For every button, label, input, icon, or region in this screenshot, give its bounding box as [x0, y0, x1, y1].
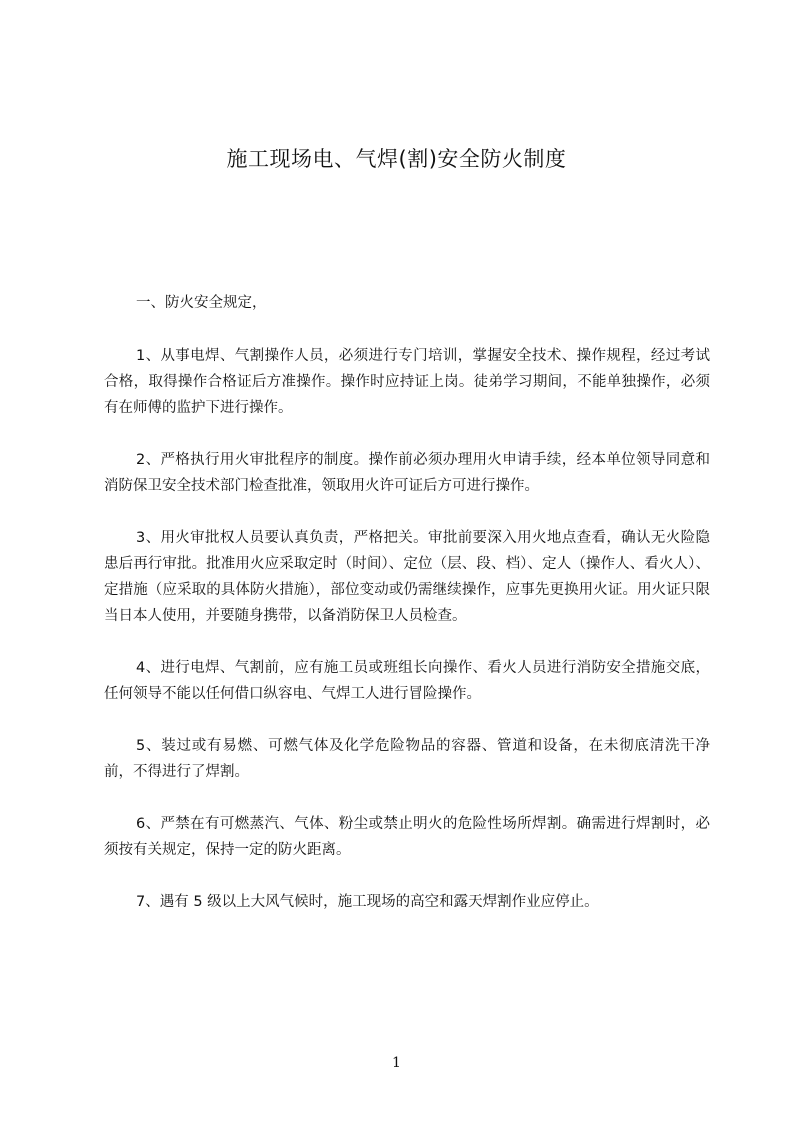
clause-3: 3、用火审批权人员要认真负责，严格把关。审批前要深入用火地点查看，确认无火险隐患后再行审批。批准用火应采取定时（时间）、定位（层、段、档）、定人（操作人、看火人）、定措施（应采取的具体防火措施），部位变动或仍需继续操作，应事先更换用火证。用火证只限当日本人使用，并要随身携带，以备消防保卫人员检查。: [104, 530, 710, 624]
page-number: 1: [392, 1055, 401, 1071]
clause-5: 5、装过或有易燃、可燃气体及化学危险物品的容器、管道和设备，在未彻底清洗干净前，不得进行了焊割。: [104, 738, 710, 780]
clause-4: 4、进行电焊、气割前，应有施工员或班组长向操作、看火人员进行消防安全措施交底，任何领导不能以任何借口纵容电、气焊工人进行冒险操作。: [104, 660, 710, 702]
document-body: [104, 290, 710, 941]
clause-7: 7、遇有 5 级以上大风气候时，施工现场的高空和露天焊割作业应停止。: [136, 894, 599, 910]
section-heading: 一、防火安全规定，: [136, 295, 267, 311]
clause-2: 2、严格执行用火审批程序的制度。操作前必须办理用火申请手续，经本单位领导同意和消防保卫安全技术部门检查批准，领取用火许可证后方可进行操作。: [104, 452, 710, 494]
clause-1: 1、从事电焊、气割操作人员，必须进行专门培训，掌握安全技术、操作规程，经过考试合格，取得操作合格证后方准操作。操作时应持证上岗。徒弟学习期间，不能单独操作，必须有在师傅的监护下进行操作。: [104, 348, 710, 416]
page-title: 施工现场电、气焊(割)安全防火制度: [226, 147, 567, 171]
clause-6: 6、严禁在有可燃蒸汽、气体、粉尘或禁止明火的危险性场所焊割。确需进行焊割时，必须按有关规定，保持一定的防火距离。: [104, 816, 710, 858]
